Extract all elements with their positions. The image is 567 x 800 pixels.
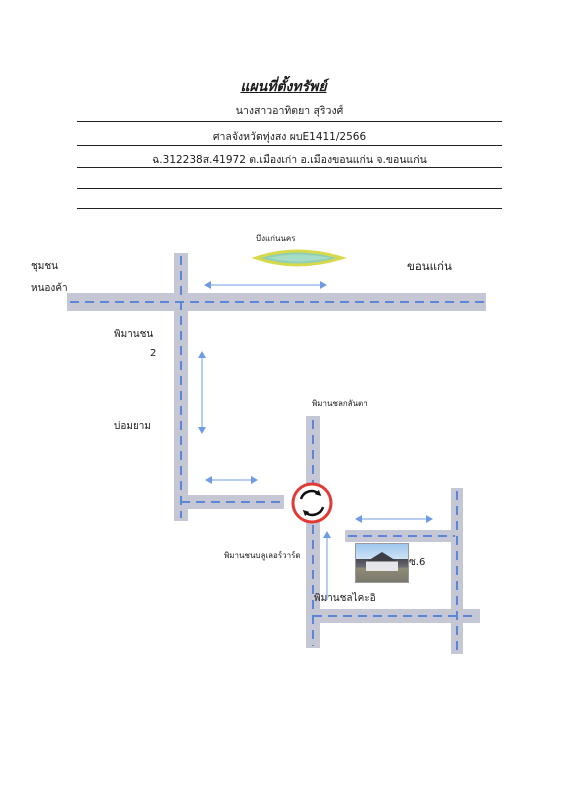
place-label-bo-om-yam: บ่อมยาม [114, 421, 152, 432]
court-case: ศาลจังหวัดทุ่งสง ผบE1411/2566 [212, 131, 367, 143]
owner-name: นางสาวอาทิตยา สุริวงศ์ [235, 105, 344, 117]
road-label-phiman-chon-kai-ai: พิมานชลไคะอิ [314, 593, 376, 604]
place-label-khon-kaen: ขอนแก่น [407, 259, 452, 273]
lake-label: บึงแก่นนคร [256, 234, 296, 243]
road-label-number: 2 [150, 348, 157, 359]
road-label-phiman-chon: พิมานชน [114, 329, 154, 340]
place-label-chumchon: ชุมชน [31, 261, 59, 272]
page-title: แผนที่ตั้งทรัพย์ [240, 79, 327, 95]
roundabout-icon [293, 484, 331, 522]
lake-icon [256, 251, 342, 265]
deed-location: ฉ.312238ส.41972 ต.เมืองเก่า อ.เมืองขอนแก่น จ.ขอนแก่น [152, 154, 427, 166]
property-photo [355, 543, 409, 583]
road-label-phiman-chon-lanta: พิมานชลกลันตา [312, 399, 368, 408]
soi-label: ซ.6 [409, 557, 426, 568]
road-center-dashes [70, 256, 484, 652]
road-network [67, 253, 486, 654]
place-label-nong-kha: หนองค้า [31, 283, 68, 294]
road-label-phiman-chon-boulevard: พิมานชนบลูเลอร์วาร์ด [224, 551, 301, 560]
